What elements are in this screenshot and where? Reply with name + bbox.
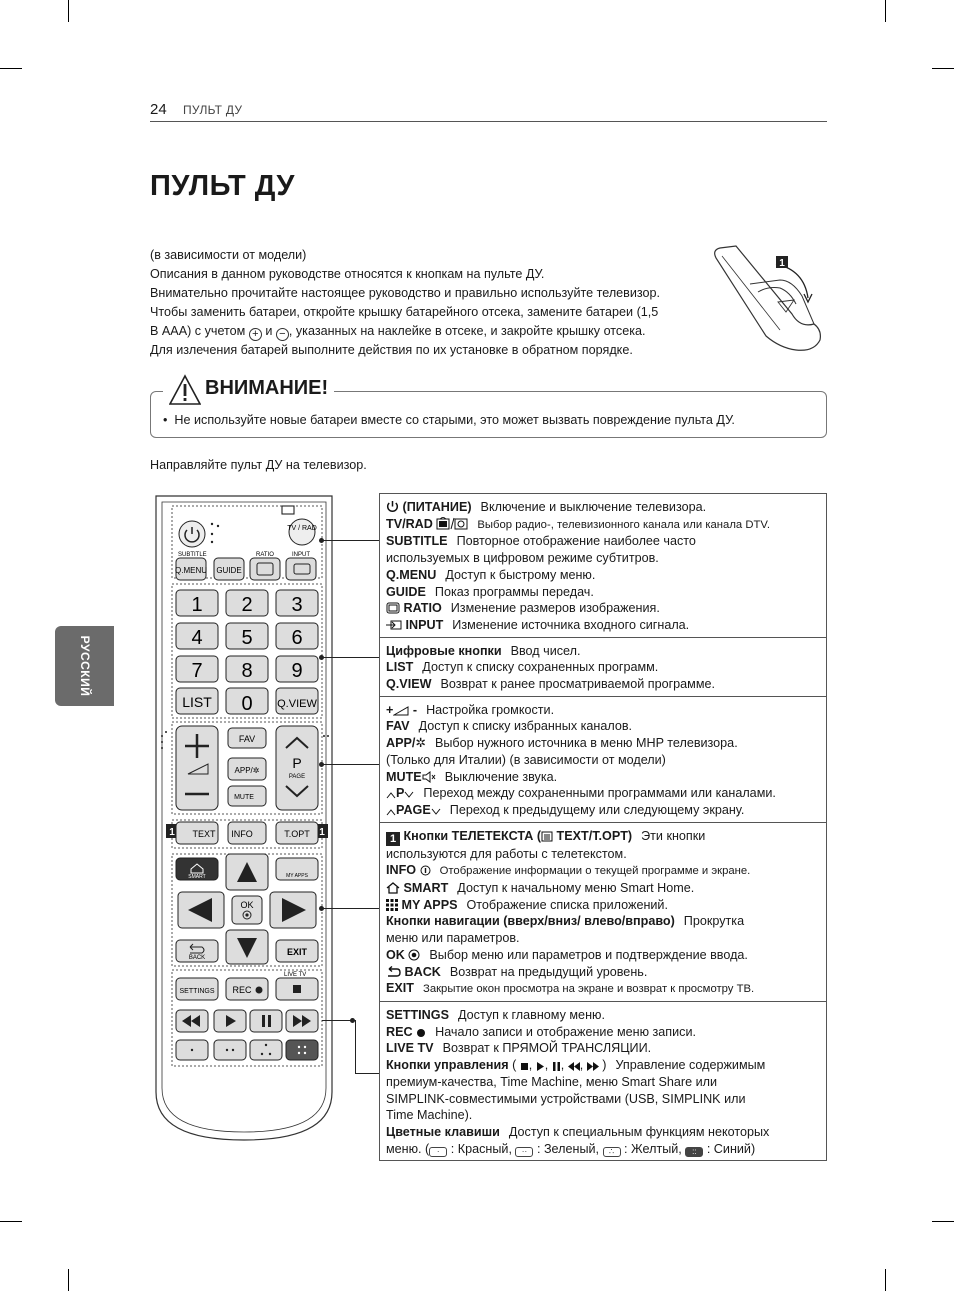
desc-line bbox=[386, 880, 820, 897]
qmenu-key: Q.MENU bbox=[175, 566, 207, 575]
desc-text: : Красный, bbox=[450, 1141, 512, 1156]
digit-key: 4 bbox=[191, 627, 203, 649]
desc-label: Q.MENU bbox=[386, 567, 437, 582]
desc-label: P bbox=[396, 786, 405, 801]
desc-label: INFO bbox=[386, 863, 417, 878]
crop-mark bbox=[885, 1269, 886, 1291]
teletext-badge: 1 bbox=[169, 827, 175, 838]
digit-key: 6 bbox=[291, 627, 303, 649]
program-key: P bbox=[292, 755, 302, 771]
leader-line bbox=[322, 1020, 355, 1021]
desc-label: Цифровые кнопки bbox=[386, 643, 502, 658]
leader-line bbox=[322, 540, 379, 541]
leader-line bbox=[322, 764, 379, 765]
desc-line bbox=[386, 735, 820, 752]
smart-key: SMART bbox=[188, 874, 206, 880]
myapps-key: MY APPS bbox=[286, 873, 308, 879]
app-key: APP/✲ bbox=[234, 766, 260, 775]
blue-key-icon: :: bbox=[685, 1147, 703, 1157]
desc-label: GUIDE bbox=[386, 584, 426, 599]
desc-text: ) bbox=[602, 1058, 607, 1073]
warning-header bbox=[163, 366, 334, 406]
remote-control-illustration bbox=[152, 492, 336, 1144]
desc-label: RATIO bbox=[403, 601, 442, 616]
desc-text: : Желтый, bbox=[624, 1141, 682, 1156]
intro-line bbox=[150, 322, 725, 341]
page-header bbox=[150, 100, 827, 122]
intro-line: Описания в данном руководстве относятся к кнопкам на пульте ДУ. bbox=[150, 267, 545, 281]
input-icon bbox=[386, 619, 402, 631]
page-key: PAGE bbox=[288, 774, 306, 780]
desc-text: Выключение звука. bbox=[444, 769, 558, 784]
desc-text: Эти кнопки bbox=[641, 828, 706, 843]
intro-text bbox=[150, 246, 725, 360]
teletext-icon bbox=[541, 831, 553, 842]
desc-line: используемых в цифровом режиме субтитров. bbox=[386, 551, 659, 566]
desc-label: EXIT bbox=[386, 981, 414, 996]
desc-text: Переход к предыдущему или следующему экрану. bbox=[449, 802, 745, 817]
desc-text: Показ программы передач. bbox=[434, 584, 594, 599]
desc-line bbox=[386, 828, 820, 846]
desc-text: Управление содержимым bbox=[615, 1058, 766, 1073]
battery-badge: 1 bbox=[779, 258, 785, 269]
desc-line bbox=[386, 769, 820, 786]
digit-key: 3 bbox=[291, 594, 303, 616]
tvrad-key: TV / RAD bbox=[287, 525, 317, 532]
desc-text: Включение и выключение телевизора. bbox=[480, 500, 707, 514]
teletext-badge: 1 bbox=[319, 827, 325, 838]
digit-key: 7 bbox=[191, 660, 203, 682]
chevron-up-icon bbox=[386, 808, 396, 816]
desc-line bbox=[386, 1024, 820, 1041]
qview-key: Q.VIEW bbox=[277, 698, 317, 710]
guide-key: GUIDE bbox=[216, 566, 242, 575]
desc-label: (ПИТАНИЕ) bbox=[402, 500, 472, 514]
desc-label: MUTE bbox=[386, 769, 422, 784]
desc-section-digits bbox=[380, 638, 826, 697]
intro-line: Чтобы заменить батареи, откройте крышку батарейного отсека, замените батареи (1,5 bbox=[150, 305, 659, 319]
desc-text: Изменение размеров изображения. bbox=[450, 601, 660, 616]
desc-line: Time Machine). bbox=[386, 1108, 473, 1123]
desc-text: Доступ к списку сохраненных программ. bbox=[422, 660, 659, 675]
desc-text: Ввод чисел. bbox=[510, 643, 581, 658]
desc-text: : Зеленый, bbox=[536, 1141, 600, 1156]
teletext-badge: 1 bbox=[386, 832, 400, 846]
desc-line: SIMPLINK-совместимыми устройствами (USB, SIMPLINK или bbox=[386, 1091, 746, 1106]
desc-line bbox=[386, 1124, 820, 1141]
minus-icon: − bbox=[276, 328, 289, 341]
warning-title: ВНИМАНИЕ! bbox=[205, 377, 329, 399]
digit-key: 0 bbox=[241, 693, 253, 715]
desc-text: Прокрутка bbox=[683, 914, 745, 929]
desc-line: (Только для Италии) (в зависимости от модели) bbox=[386, 752, 666, 767]
desc-text: Переход между сохраненными программами или каналами. bbox=[423, 786, 776, 801]
yellow-key-icon: ∴ bbox=[603, 1147, 621, 1157]
desc-text: Повторное отображение наиболее часто bbox=[456, 534, 696, 549]
intro-line: Для излечения батарей выполните действия по их установке в обратном порядке. bbox=[150, 343, 633, 357]
ratio-key-label: RATIO bbox=[256, 552, 274, 558]
desc-line bbox=[386, 802, 820, 819]
text-key: TEXT bbox=[192, 829, 216, 839]
desc-line bbox=[386, 617, 820, 634]
mute-icon bbox=[422, 771, 436, 783]
desc-label: Q.VIEW bbox=[386, 677, 432, 692]
desc-label: Кнопки навигации (вверх/вниз/ влево/вправо) bbox=[386, 914, 675, 929]
desc-line bbox=[386, 600, 820, 617]
running-title: ПУЛЬТ ДУ bbox=[183, 103, 243, 117]
home-icon bbox=[386, 882, 400, 894]
battery-cover-illustration bbox=[710, 244, 830, 356]
info-key: INFO bbox=[231, 829, 253, 839]
leader-line bbox=[355, 1020, 356, 1074]
crop-mark bbox=[68, 0, 69, 22]
page-number: 24 bbox=[150, 101, 167, 118]
crop-mark bbox=[68, 1269, 69, 1291]
desc-line bbox=[386, 947, 820, 964]
desc-line: премиум-качества, Time Machine, меню Smart Share или bbox=[386, 1074, 718, 1089]
desc-line bbox=[386, 1040, 820, 1057]
desc-section-volume bbox=[380, 697, 826, 823]
desc-line bbox=[386, 862, 820, 880]
desc-text: Доступ к быстрому меню. bbox=[445, 567, 596, 582]
crop-mark bbox=[0, 68, 22, 69]
desc-label: PAGE bbox=[396, 802, 431, 817]
desc-label: BACK bbox=[404, 964, 441, 979]
desc-text: Доступ к списку избранных каналов. bbox=[418, 719, 633, 734]
desc-text: Отображение информации о текущей программе и экране. bbox=[439, 865, 751, 878]
livetv-key-label: LIVE TV bbox=[284, 972, 307, 978]
warning-box bbox=[150, 377, 827, 438]
desc-text: Выбор нужного источника в меню MHP телевизора. bbox=[434, 736, 738, 751]
ok-key: OK bbox=[240, 900, 254, 910]
digit-key: 5 bbox=[241, 627, 253, 649]
desc-label: APP/✲ bbox=[386, 736, 426, 751]
desc-label: Цветные клавиши bbox=[386, 1124, 500, 1139]
desc-line bbox=[386, 533, 820, 550]
red-key-icon: · bbox=[429, 1147, 447, 1157]
desc-label: LIVE TV bbox=[386, 1041, 434, 1056]
green-key-icon: ·· bbox=[515, 1147, 533, 1157]
leader-line bbox=[355, 1073, 379, 1074]
warning-text: Не используйте новые батареи вместе со старыми, это может вызвать повреждение пульта ДУ. bbox=[174, 413, 735, 427]
desc-line bbox=[386, 584, 820, 601]
desc-label: - bbox=[412, 702, 418, 717]
chevron-down-icon bbox=[404, 791, 414, 799]
desc-line bbox=[386, 676, 820, 693]
intro-fragment: и bbox=[265, 324, 273, 338]
desc-line: используются для работы с телетекстом. bbox=[386, 846, 627, 861]
intro-fragment: , указанных на наклейке в отсеке, и закройте крышку отсека. bbox=[288, 324, 646, 338]
list-key: LIST bbox=[182, 694, 212, 710]
crop-mark bbox=[0, 1221, 22, 1222]
intro-line: (в зависимости от модели) bbox=[150, 248, 307, 262]
desc-label: OK bbox=[386, 947, 405, 962]
volume-icon bbox=[393, 705, 409, 716]
button-description-table bbox=[379, 493, 827, 1161]
play-icon bbox=[536, 1062, 545, 1071]
plus-icon: + bbox=[249, 328, 262, 341]
intro-line: Внимательно прочитайте настоящее руководство и правильно используйте телевизор. bbox=[150, 286, 661, 300]
desc-line bbox=[386, 718, 820, 735]
page-title: ПУЛЬТ ДУ bbox=[150, 170, 295, 202]
desc-label: MY APPS bbox=[401, 897, 458, 912]
desc-label: REC bbox=[386, 1024, 413, 1039]
desc-label: Кнопки ТЕЛЕТЕКСТА ( bbox=[403, 828, 542, 843]
desc-line bbox=[386, 897, 820, 914]
digit-key: 9 bbox=[291, 660, 303, 682]
desc-line bbox=[386, 1141, 820, 1158]
digit-key: 8 bbox=[241, 660, 253, 682]
subtitle-key-label: SUBTITLE bbox=[178, 552, 207, 558]
desc-label: TV/RAD bbox=[386, 516, 433, 531]
desc-text: Настройка громкости. bbox=[426, 702, 555, 717]
digit-key: 2 bbox=[241, 594, 253, 616]
rec-key: REC bbox=[232, 985, 252, 995]
desc-section-playback bbox=[380, 1002, 826, 1160]
desc-line bbox=[386, 702, 820, 719]
desc-text: Выбор радио-, телевизионного канала или канала DTV. bbox=[477, 518, 771, 531]
desc-text: Изменение источника входного сигнала. bbox=[452, 617, 690, 632]
desc-label: SMART bbox=[403, 881, 449, 896]
desc-line bbox=[386, 913, 820, 930]
fast-forward-icon bbox=[587, 1062, 599, 1071]
ratio-icon bbox=[386, 602, 400, 614]
back-key: BACK bbox=[188, 955, 206, 961]
stop-icon bbox=[520, 1062, 529, 1071]
desc-text: меню. ( bbox=[386, 1141, 430, 1156]
desc-section-teletext bbox=[380, 823, 826, 1002]
leader-line bbox=[322, 908, 379, 909]
exit-key: EXIT bbox=[286, 947, 308, 957]
tv-radio-icon bbox=[436, 517, 468, 530]
back-icon bbox=[386, 966, 401, 978]
desc-label: + bbox=[386, 702, 394, 717]
desc-text: Возврат к ранее просматриваемой программе. bbox=[440, 677, 716, 692]
crop-mark bbox=[932, 1221, 954, 1222]
warning-icon bbox=[169, 374, 201, 406]
crop-mark bbox=[885, 0, 886, 22]
digit-key: 1 bbox=[191, 594, 203, 616]
desc-text: Доступ к главному меню. bbox=[457, 1007, 605, 1022]
desc-label: FAV bbox=[386, 719, 410, 734]
pause-icon bbox=[552, 1062, 561, 1071]
language-tab bbox=[55, 626, 114, 706]
language-tab-label: РУССКИЙ bbox=[77, 635, 92, 697]
rewind-icon bbox=[568, 1062, 580, 1071]
desc-label: INPUT bbox=[405, 617, 444, 632]
power-icon bbox=[386, 500, 399, 513]
desc-label: LIST bbox=[386, 660, 414, 675]
record-icon bbox=[416, 1028, 426, 1038]
apps-grid-icon bbox=[386, 899, 398, 911]
ok-icon bbox=[408, 949, 420, 961]
point-remote-text: Направляйте пульт ДУ на телевизор. bbox=[150, 458, 367, 472]
fav-key: FAV bbox=[238, 734, 256, 744]
mute-key: MUTE bbox=[234, 794, 254, 801]
desc-line bbox=[386, 516, 820, 534]
input-key-label: INPUT bbox=[292, 552, 310, 558]
desc-label: SETTINGS bbox=[386, 1007, 449, 1022]
desc-line bbox=[386, 980, 820, 998]
desc-text: Возврат на предыдущий уровень. bbox=[449, 964, 648, 979]
desc-text: Начало записи и отображение меню записи. bbox=[435, 1024, 696, 1039]
desc-text: : Синий) bbox=[706, 1141, 756, 1156]
topt-key: T.OPT bbox=[284, 829, 310, 839]
leader-line bbox=[322, 657, 379, 658]
desc-text: Доступ к начальному меню Smart Home. bbox=[457, 881, 695, 896]
desc-text: ( bbox=[512, 1058, 517, 1073]
settings-key: SETTINGS bbox=[179, 988, 215, 995]
chevron-up-icon bbox=[386, 791, 396, 799]
desc-line bbox=[386, 964, 820, 981]
crop-mark bbox=[932, 68, 954, 69]
warning-item: • Не используйте новые батареи вместе со старыми, это может вызвать повреждение пульта ДУ. bbox=[163, 413, 735, 427]
desc-line bbox=[386, 567, 820, 584]
desc-line: меню или параметров. bbox=[386, 931, 520, 946]
desc-label: Кнопки управления bbox=[386, 1058, 509, 1073]
desc-line bbox=[386, 643, 820, 660]
desc-line bbox=[386, 499, 820, 516]
desc-line bbox=[386, 785, 820, 802]
desc-line: Кнопки управления ( , , , , ) Управление содержимым bbox=[386, 1058, 766, 1073]
desc-text: Доступ к специальным функциям некоторых bbox=[508, 1124, 770, 1139]
desc-text: Возврат к ПРЯМОЙ ТРАНСЛЯЦИИ. bbox=[442, 1041, 652, 1056]
info-icon bbox=[420, 865, 431, 876]
desc-line bbox=[386, 659, 820, 676]
desc-text: Отображение списка приложений. bbox=[466, 897, 668, 912]
desc-section-power bbox=[380, 494, 826, 638]
chevron-down-icon bbox=[431, 808, 441, 816]
desc-text: Закрытие окон просмотра на экране и возврат к просмотру ТВ. bbox=[423, 983, 755, 996]
desc-label: SUBTITLE bbox=[386, 534, 448, 549]
desc-label: TEXT/T.OPT) bbox=[556, 828, 633, 843]
desc-text: Выбор меню или параметров и подтверждение ввода. bbox=[429, 947, 748, 962]
intro-fragment: В ААА) с учетом bbox=[150, 324, 246, 338]
desc-line bbox=[386, 1007, 820, 1024]
